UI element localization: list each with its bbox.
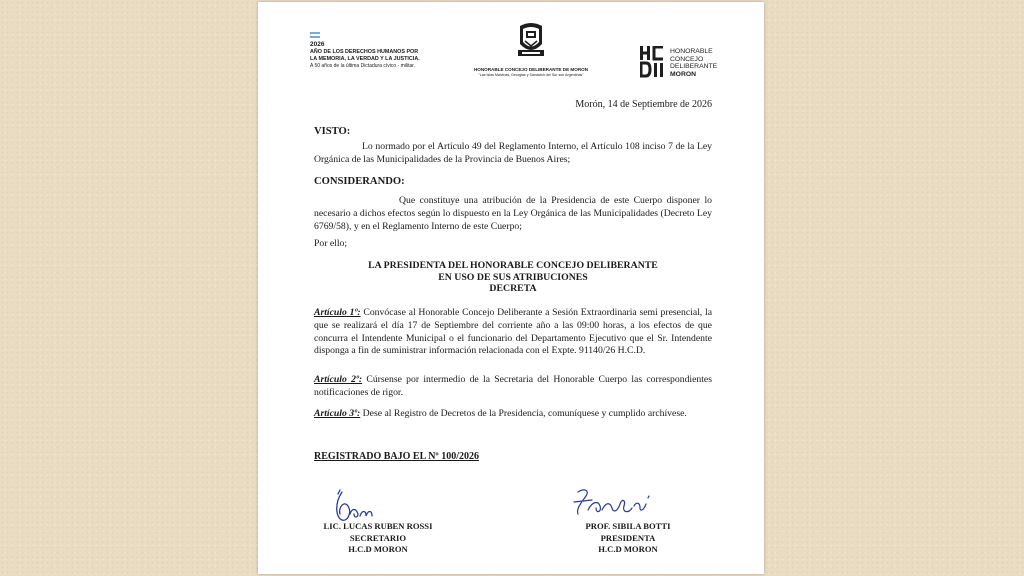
president-name: PROF. SIBILA BOTTI [585, 521, 671, 531]
hcd-logo-line-2: CONCEJO [670, 55, 704, 63]
por-ello: Por ello; [314, 238, 348, 249]
resolution-heading [314, 260, 712, 295]
crest-subtitle: "Las Islas Malvinas, Georgias y Sandwich del Sur son Argentinas" [478, 73, 584, 77]
resolution-line-2: EN USO DE SUS ATRIBUCIONES [438, 271, 588, 283]
visto-heading: VISTO: [314, 126, 351, 137]
hcd-logo-line-4: MORON [670, 70, 697, 78]
article-3 [314, 408, 712, 421]
considerando-text: Que constituye una atribución de la Presidencia de este Cuerpo disponer lo necesario a dichos efectos según lo dispuesto en la Ley Orgánica de las Municipalidades (Decreto Ley 6769/58), y en el Reglamento Interno de este Cuerpo; [314, 195, 712, 232]
resolution-line-1: LA PRESIDENTA DEL HONORABLE CONCEJO DELIBERANTE [368, 260, 658, 271]
motto-year: 2026 [310, 41, 325, 48]
council-crest [470, 20, 592, 77]
article-2-label: Artículo 2º: [314, 374, 363, 385]
secretary-org: H.C.D MORON [348, 544, 408, 554]
crest-title: HONORABLE CONCEJO DELIBERANTE DE MORON [473, 67, 589, 72]
hcd-logo-line-3: DELIBERANTE [670, 63, 718, 71]
crest-emblem-icon [514, 20, 548, 60]
registration-number: REGISTRADO BAJO EL Nº 100/2026 [314, 451, 479, 462]
president-org: H.C.D MORON [598, 544, 658, 554]
hcd-logo-text [670, 48, 717, 78]
article-2 [314, 374, 712, 400]
secretary-name: LIC. LUCAS RUBEN ROSSI [323, 521, 433, 531]
argentina-flag-icon [310, 32, 320, 38]
article-3-text: Dese al Registro de Decretos de la Presidencia, comuníquese y cumplido archívese. [360, 408, 687, 419]
hcd-logo-mark-icon [640, 46, 664, 78]
motto-line-2: LA MEMORIA, LA VERDAD Y LA JUSTICIA. [310, 56, 420, 62]
secretary-signature [328, 488, 388, 524]
article-2-text: Cúrsense por intermedio de la Secretaria del Honorable Cuerpo las correspondientes notificaciones de rigor. [314, 374, 713, 398]
document-date: Morón, 14 de Septiembre de 2026 [575, 99, 712, 110]
signature-block-president [548, 521, 708, 556]
document-page [258, 2, 764, 574]
motto-line-3: A 50 años de la última Dictadura cívico - militar. [310, 63, 416, 69]
resolution-line-3: DECRETA [489, 283, 537, 294]
signature-block-secretary [298, 521, 458, 556]
visto-text: Lo normado por el Artículo 49 del Reglamento Interno, el Artículo 108 inciso 7 de la Ley Orgánica de las Municipalidades de la Provincia de Buenos Aires; [314, 141, 712, 165]
president-signature [570, 486, 654, 520]
considerando-heading: CONSIDERANDO: [314, 176, 405, 187]
article-1 [314, 307, 712, 358]
president-role: PRESIDENTA [600, 532, 656, 543]
anniversary-motto [310, 32, 470, 70]
article-1-label: Artículo 1º: [314, 307, 361, 318]
secretary-role: SECRETARIO [349, 532, 407, 543]
article-1-text: Convócase al Honorable Concejo Deliberante a Sesión Extraordinaria semi presencial, la que se realizará el día 17 de Septiembre del corriente año a las 09:00 horas, a los efectos de que concurra el Intendente Municipal o el funcionario del Departamento Ejecutivo que el Sr. Intendente disponga a fin de suministrar información relacionada con el Expte. 91140/26 H.C.D. [314, 307, 712, 357]
hcd-logo-line-1: HONORABLE [670, 48, 713, 55]
motto-line-1: AÑO DE LOS DERECHOS HUMANOS POR [310, 49, 419, 55]
article-3-label: Artículo 3º: [314, 408, 361, 419]
